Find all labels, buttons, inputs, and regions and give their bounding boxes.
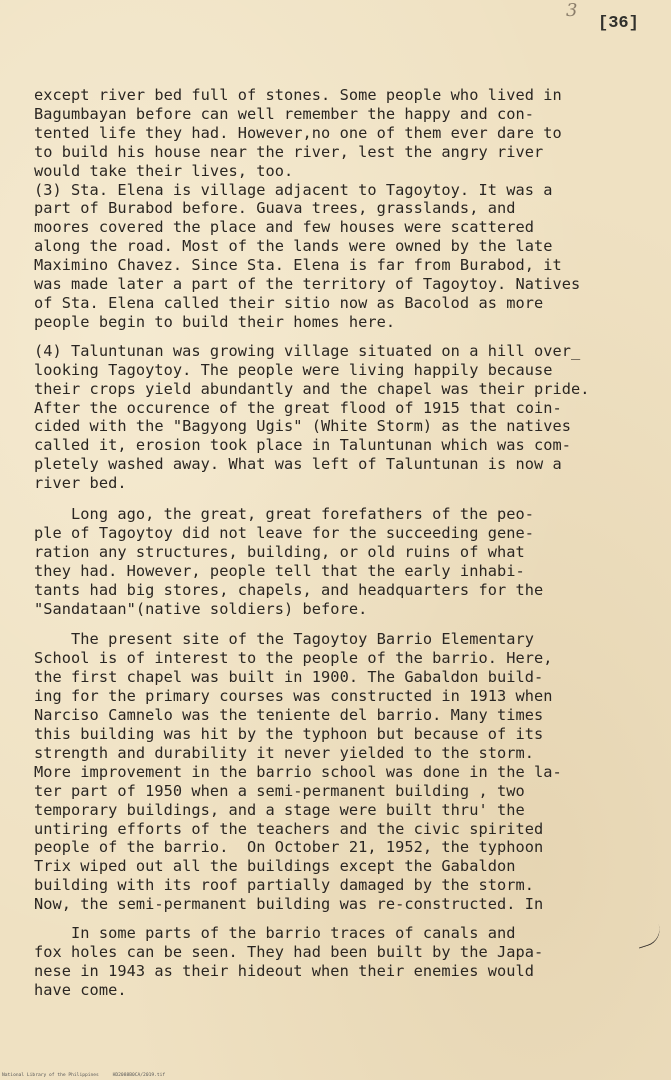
document-body bbox=[34, 86, 664, 1000]
text-line: ration any structures, building, or old ruins of what bbox=[34, 542, 525, 561]
text-line: temporary buildings, and a stage were built thru' the bbox=[34, 800, 525, 819]
text-line: Maximino Chavez. Since Sta. Elena is far from Burabod, it bbox=[34, 256, 562, 275]
pencil-page-number: 3 bbox=[566, 0, 578, 21]
text-line: this building was hit by the typhoon but because of its bbox=[34, 725, 544, 743]
text-line: School is of interest to the people of the barrio. Here, bbox=[34, 649, 553, 668]
text-line: people begin to build their homes here. bbox=[34, 312, 396, 331]
text-line: would take their lives, too. bbox=[34, 161, 294, 180]
text-line: Trix wiped out all the buildings except the Gabaldon bbox=[34, 857, 516, 876]
text-line: ple of Tagoytoy did not leave for the succeeding gene- bbox=[34, 523, 535, 542]
text-line: their crops yield abundantly and the chapel was their pride. bbox=[34, 379, 590, 398]
text-line: Now, the semi-permanent building was re-constructed. In bbox=[34, 895, 544, 914]
text-line: called it, erosion took place in Taluntunan which was com- bbox=[34, 436, 572, 455]
page-number: [36] bbox=[598, 14, 639, 33]
text-line: except river bed full of stones. Some people who lived in bbox=[34, 86, 562, 104]
text-line: to build his house near the river, lest the angry river bbox=[34, 142, 544, 161]
text-line: Long ago, the great, great forefathers of the peo- bbox=[34, 505, 535, 524]
text-line: pletely washed away. What was left of Taluntunan is now a bbox=[34, 455, 562, 474]
text-line: strength and durability it never yielded to the storm. bbox=[34, 743, 535, 762]
text-line: ter part of 1950 when a semi-permanent building , two bbox=[34, 781, 525, 800]
text-line: tants had big stores, chapels, and headquarters for the bbox=[34, 580, 544, 599]
text-line: cided with the "Bagyong Ugis" (White Storm) as the natives bbox=[34, 417, 572, 436]
text-line: part of Burabod before. Guava trees, grasslands, and bbox=[34, 199, 516, 218]
text-line: Bagumbayan before can well remember the happy and con- bbox=[34, 104, 535, 123]
text-line: have come. bbox=[34, 980, 127, 999]
text-line: tented life they had. However,no one of them ever dare to bbox=[34, 123, 562, 142]
text-line: untiring efforts of the teachers and the civic spirited bbox=[34, 819, 544, 838]
text-line: More improvement in the barrio school was done in the la- bbox=[34, 762, 562, 781]
text-line: fox holes can be seen. They had been built by the Japa- bbox=[34, 942, 544, 961]
text-line: they had. However, people tell that the early inhabi- bbox=[34, 561, 525, 580]
text-line: moores covered the place and few houses were scattered bbox=[34, 218, 535, 237]
text-line: was made later a part of the territory of Tagoytoy. Natives bbox=[34, 275, 581, 294]
text-line: along the road. Most of the lands were owned by the late bbox=[34, 237, 553, 256]
text-line: building with its roof partially damaged by the storm. bbox=[34, 876, 535, 895]
text-line: "Sandataan"(native soldiers) before. bbox=[34, 599, 368, 618]
text-line: (4) Taluntunan was growing village situated on a hill over_ bbox=[34, 341, 581, 360]
text-line: Narciso Camnelo was the teniente del barrio. Many times bbox=[34, 706, 544, 725]
archive-footer: National Library of the Philippines HD2088B0CA/2019.tif bbox=[2, 1073, 166, 1078]
text-line: people of the barrio. On October 21, 1952, the typhoon bbox=[34, 838, 544, 857]
text-line: looking Tagoytoy. The people were living happily because bbox=[34, 360, 553, 379]
text-line: ing for the primary courses was constructed in 1913 when bbox=[34, 687, 553, 706]
text-line: The present site of the Tagoytoy Barrio Elementary bbox=[34, 630, 535, 649]
text-line: of Sta. Elena called their sitio now as Bacolod as more bbox=[34, 293, 544, 312]
text-line: the first chapel was built in 1900. The Gabaldon build- bbox=[34, 668, 544, 687]
text-line: (3) Sta. Elena is village adjacent to Tagoytoy. It was a bbox=[34, 180, 553, 199]
text-line: After the occurence of the great flood of 1915 that coin- bbox=[34, 398, 562, 417]
text-line: nese in 1943 as their hideout when their enemies would bbox=[34, 961, 535, 980]
text-line: In some parts of the barrio traces of canals and bbox=[34, 924, 516, 943]
text-line: river bed. bbox=[34, 474, 127, 493]
